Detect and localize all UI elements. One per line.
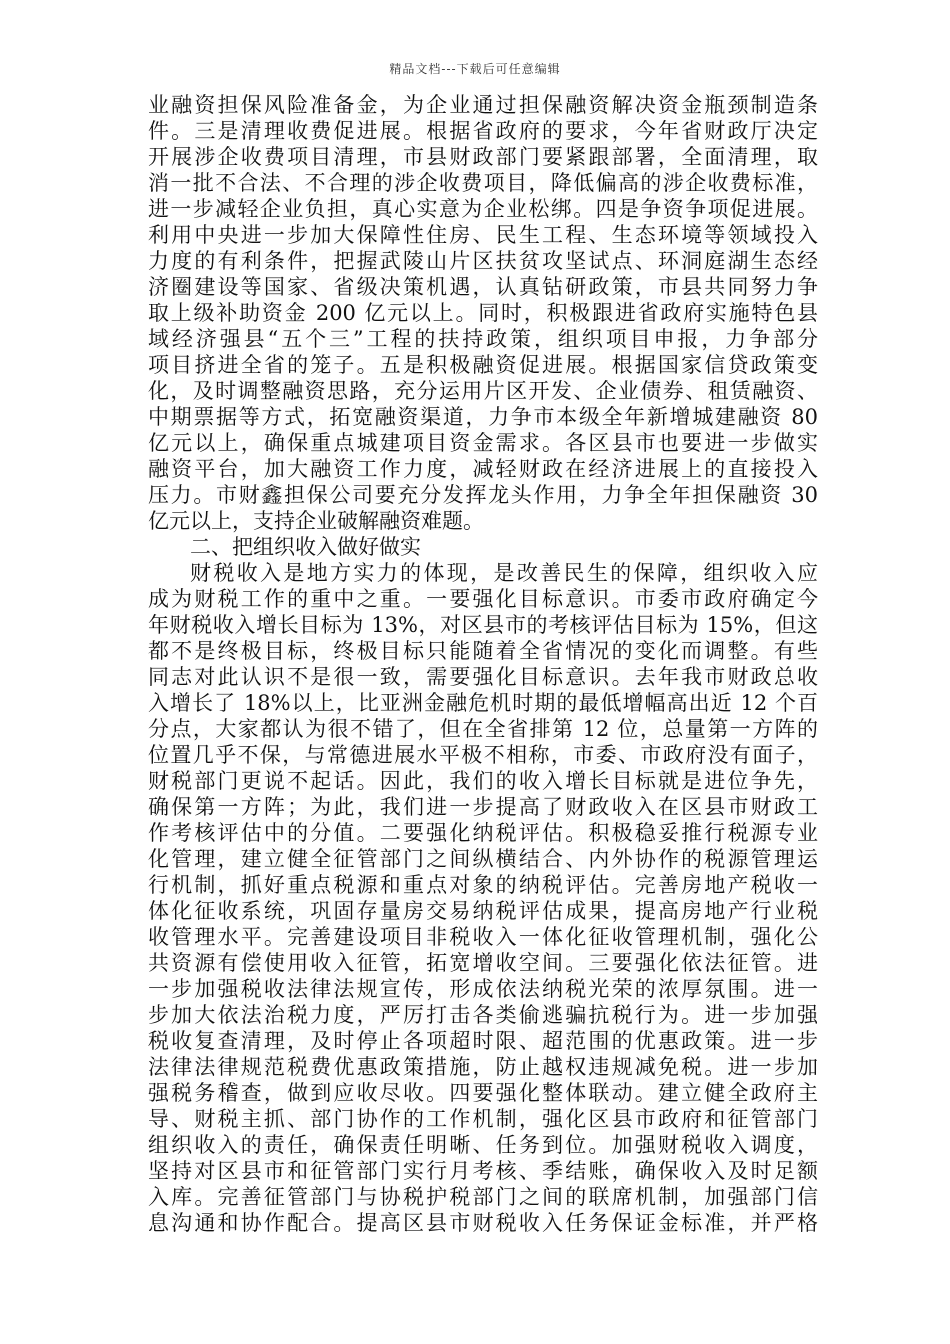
- text-line: 强税务稽查，做到应收尽收。四要强化整体联动。建立健全政府主: [148, 1081, 818, 1105]
- text-line: 入增长了 18%以上，比亚洲金融危机时期的最低增幅高出近 12 个百: [148, 691, 818, 715]
- text-line: 法律法律规范税费优惠政策措施，防止越权违规减免税。进一步加: [148, 1055, 818, 1079]
- text-line: 分点，大家都认为很不错了，但在全省排第 12 位，总量第一方阵的: [148, 717, 818, 741]
- text-line: 财税部门更说不起话。因此，我们的收入增长目标就是进位争先，: [148, 769, 818, 793]
- text-line: 消一批不合法、不合理的涉企收费项目，降低偏高的涉企收费标准，: [148, 171, 818, 195]
- document-body: [148, 92, 818, 1236]
- text-line: 收管理水平。完善建设项目非税收入一体化征收管理机制，强化公: [148, 925, 818, 949]
- text-line: 步加大依法治税力度，严厉打击各类偷逃骗抗税行为。进一步加强: [148, 1003, 818, 1027]
- text-line: 开展涉企收费项目清理，市县财政部门要紧跟部署，全面清理，取: [148, 145, 818, 169]
- text-line: 体化征收系统，巩固存量房交易纳税评估成果，提高房地产行业税: [148, 899, 818, 923]
- text-line: 亿元以上，确保重点城建项目资金需求。各区县市也要进一步做实: [148, 431, 818, 455]
- text-line: 税收复查清理，及时停止各项超时限、超范围的优惠政策。进一步: [148, 1029, 818, 1053]
- text-line: 位置几乎不保，与常德进展水平极不相称，市委、市政府没有面子，: [148, 743, 818, 767]
- text-line: 一步加强税收法律法规宣传，形成依法纳税光荣的浓厚氛围。进一: [148, 977, 818, 1001]
- text-line: 息沟通和协作配合。提高区县市财税收入任务保证金标准，并严格: [148, 1211, 818, 1235]
- text-line: 化管理，建立健全征管部门之间纵横结合、内外协作的税源管理运: [148, 847, 818, 871]
- text-line: 压力。市财鑫担保公司要充分发挥龙头作用，力争全年担保融资 30: [148, 483, 818, 507]
- text-line: 域经济强县“五个三”工程的扶持政策，组织项目申报，力争部分: [148, 327, 818, 351]
- text-line: 件。三是清理收费促进展。根据省政府的要求，今年省财政厅决定: [148, 119, 818, 143]
- text-line: 同志对此认识不是很一致，需要强化目标意识。去年我市财政总收: [148, 665, 818, 689]
- text-line: 融资平台，加大融资工作力度，减轻财政在经济进展上的直接投入: [148, 457, 818, 481]
- text-line: 业融资担保风险准备金，为企业通过担保融资解决资金瓶颈制造条: [148, 93, 818, 117]
- text-line: 行机制，抓好重点税源和重点对象的纳税评估。完善房地产税收一: [148, 873, 818, 897]
- text-line: 确保第一方阵；为此，我们进一步提高了财政收入在区县市财政工: [148, 795, 818, 819]
- text-line: 作考核评估中的分值。二要强化纳税评估。积极稳妥推行税源专业: [148, 821, 818, 845]
- text-line: 组织收入的责任，确保责任明晰、任务到位。加强财税收入调度，: [148, 1133, 818, 1157]
- text-line: 导、财税主抓、部门协作的工作机制，强化区县市政府和征管部门: [148, 1107, 818, 1131]
- text-line: 财税收入是地方实力的体现，是改善民生的保障，组织收入应: [190, 561, 818, 585]
- text-line: 利用中央进一步加大保障性住房、民生工程、生态环境等领域投入: [148, 223, 818, 247]
- text-line: 入库。完善征管部门与协税护税部门之间的联席机制，加强部门信: [148, 1185, 818, 1209]
- text-line: 共资源有偿使用收入征管，拓宽增收空间。三要强化依法征管。进: [148, 951, 818, 975]
- section-heading: 二、把组织收入做好做实: [190, 535, 421, 559]
- text-line: 化，及时调整融资思路，充分运用片区开发、企业债券、租赁融资、: [148, 379, 818, 403]
- text-line: 进一步减轻企业负担，真心实意为企业松绑。四是争资争项促进展。: [148, 197, 818, 221]
- text-line: 济圈建设等国家、省级决策机遇，认真钻研政策，市县共同努力争: [148, 275, 818, 299]
- text-line: 坚持对区县市和征管部门实行月考核、季结账，确保收入及时足额: [148, 1159, 818, 1183]
- text-line: 都不是终极目标，终极目标只能随着全省情况的变化而调整。有些: [148, 639, 818, 663]
- text-line: 中期票据等方式，拓宽融资渠道，力争市本级全年新增城建融资 80: [148, 405, 818, 429]
- text-line: 项目挤进全省的笼子。五是积极融资促进展。根据国家信贷政策变: [148, 353, 818, 377]
- text-line: 年财税收入增长目标为 13%，对区县市的考核评估目标为 15%，但这: [148, 613, 818, 637]
- text-line: 取上级补助资金 200 亿元以上。同时，积极跟进省政府实施特色县: [148, 301, 818, 325]
- text-line: 成为财税工作的重中之重。一要强化目标意识。市委市政府确定今: [148, 587, 818, 611]
- page-header: 精品文档---下载后可任意编辑: [389, 62, 561, 76]
- text-line: 亿元以上，支持企业破解融资难题。: [148, 509, 484, 533]
- text-line: 力度的有利条件，把握武陵山片区扶贫攻坚试点、环洞庭湖生态经: [148, 249, 818, 273]
